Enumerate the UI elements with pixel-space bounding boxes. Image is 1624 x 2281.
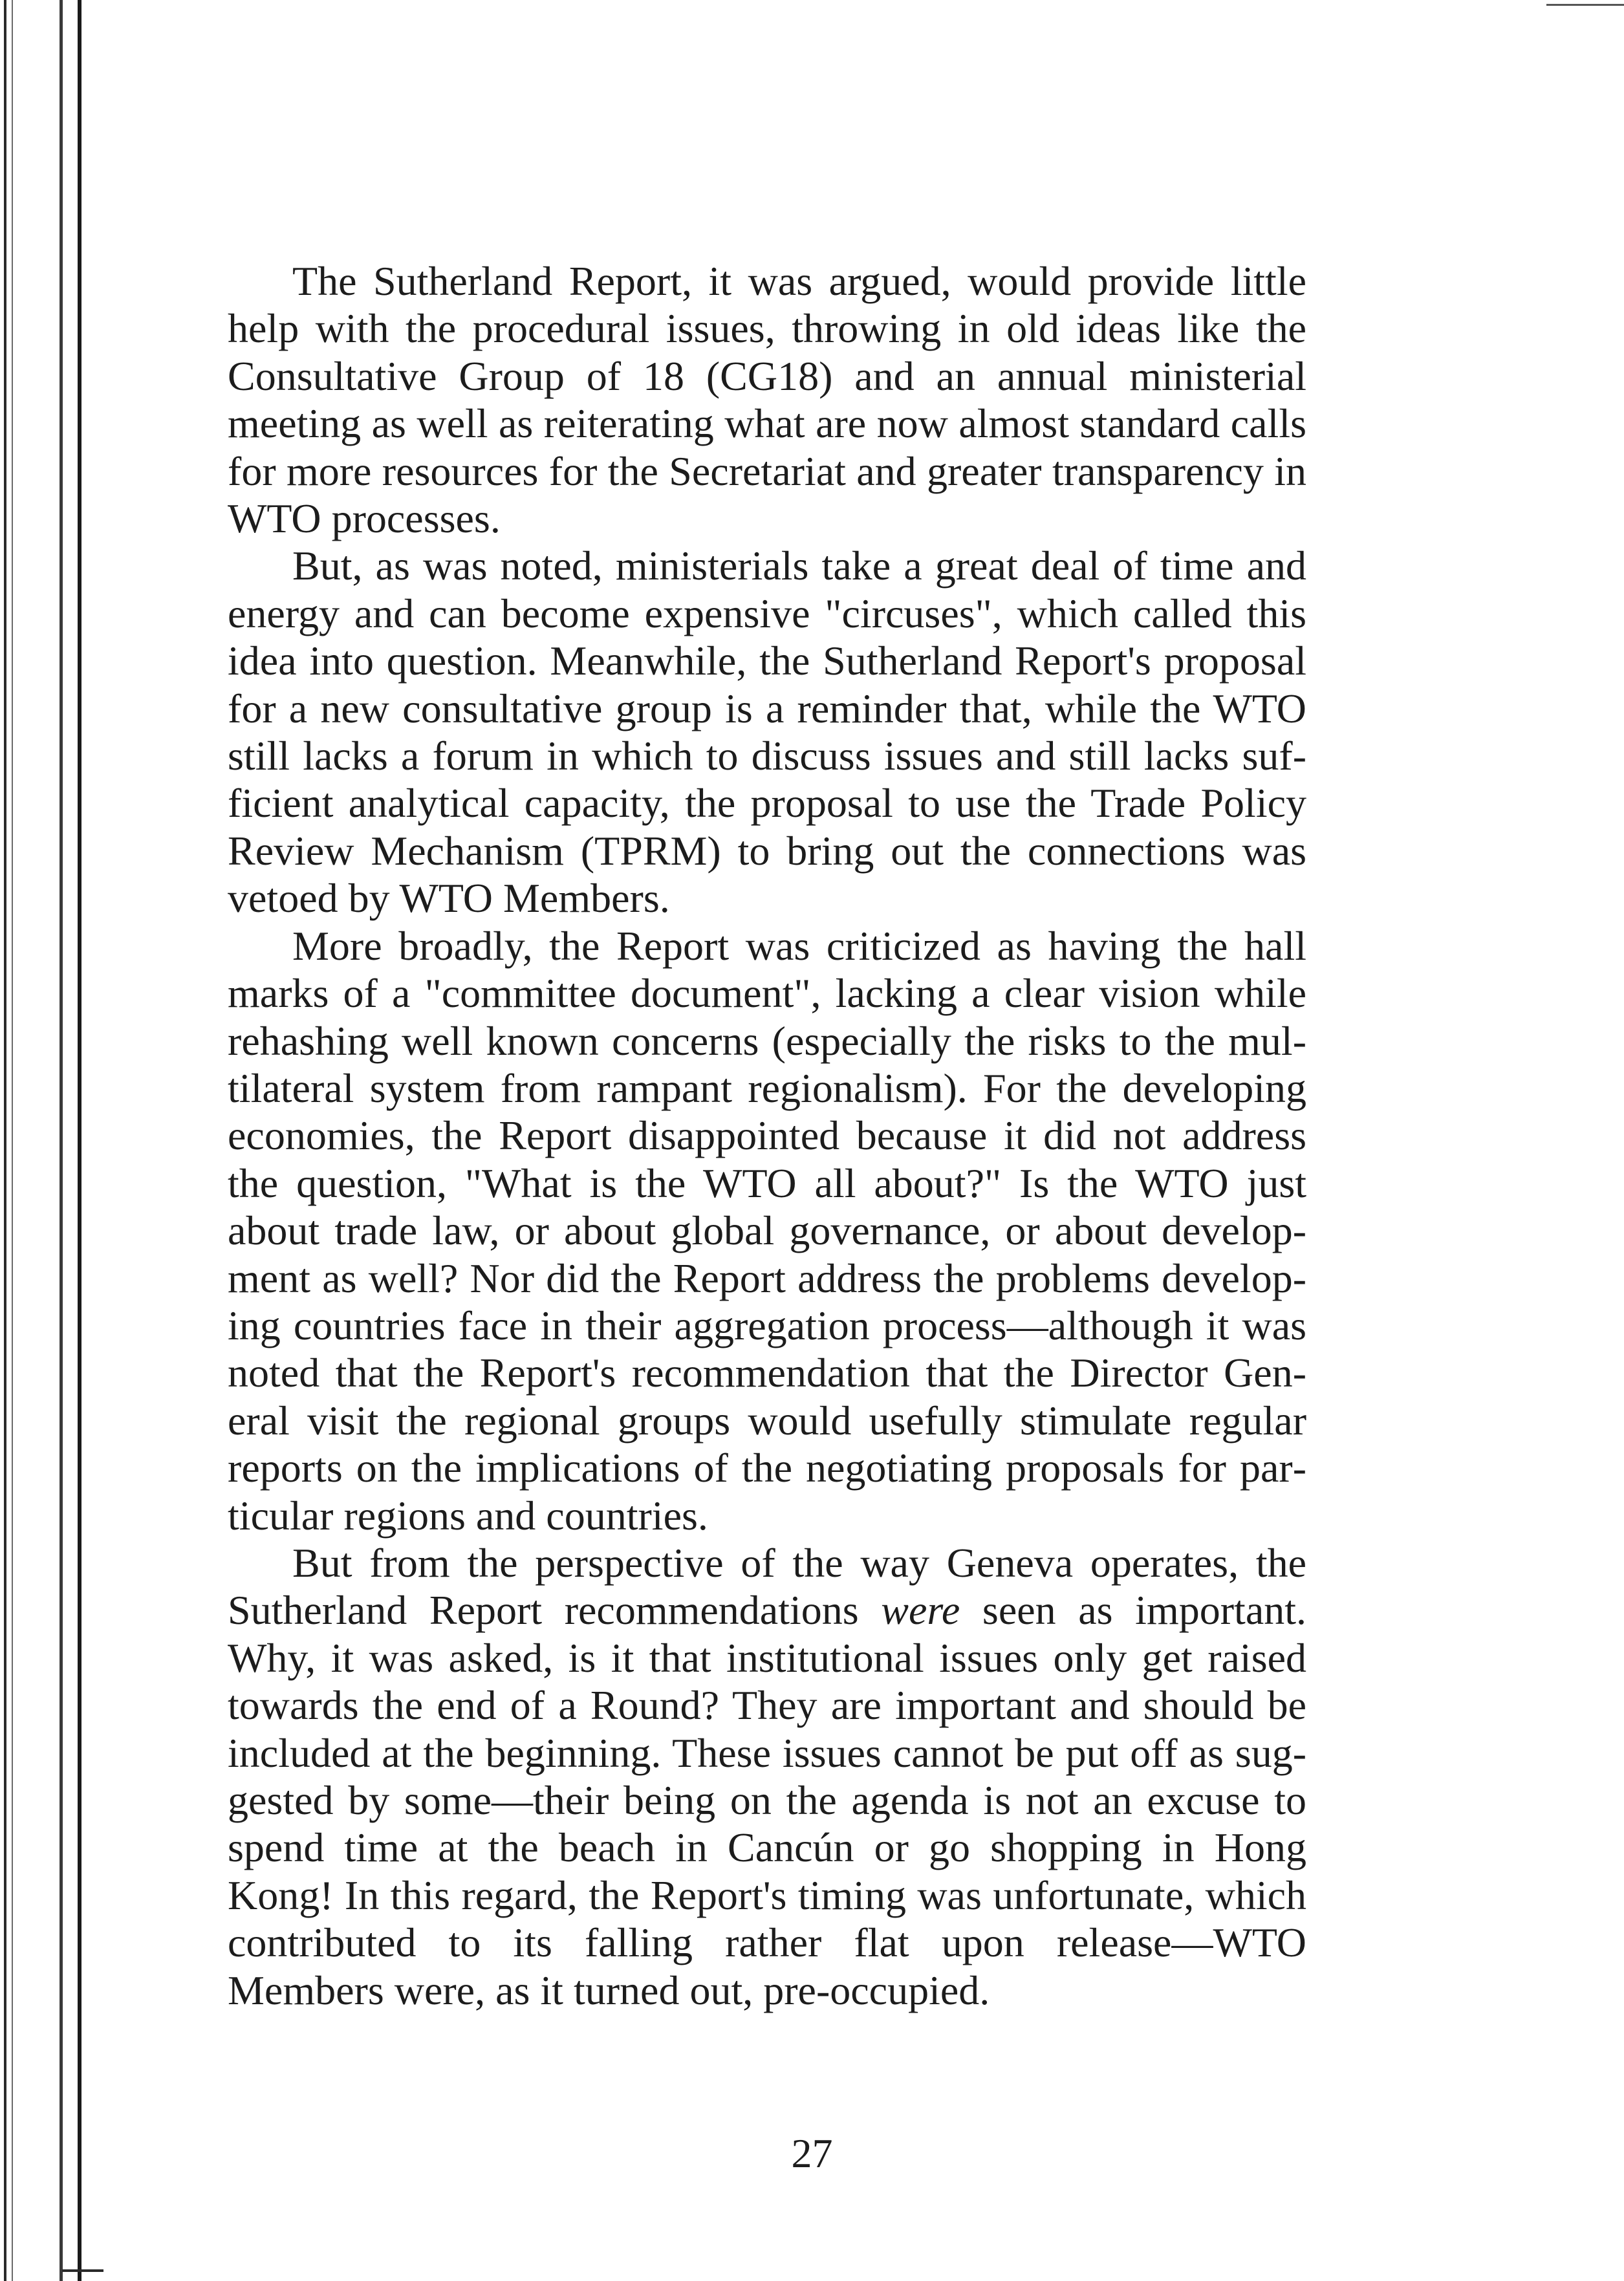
page-number: 27 <box>791 2130 833 2176</box>
paragraph-text: seen as important. Why, it was asked, is it that institutional issues only get raised towards the end of a Round? They are important and should be included at the beginning. These issues cannot be put off as suggested by some—their being on the agenda is not an excuse to spend time at the beach in Cancún or go shopping in Hong Kong! In this regard, the Report's timing was unfortunate, which contributed to its falling rather flat upon release—WTO Members were, as it turned out, pre-occupied. <box>228 1587 1306 2013</box>
paragraph <box>228 922 1306 1539</box>
binding-line <box>12 0 13 2281</box>
paragraph <box>228 257 1306 542</box>
emphasis-text: were <box>881 1587 960 1634</box>
paragraph-text: The Sutherland Report, it was argued, would provide little help with the procedural issues, throwing in old ideas like the Consultative Group of 18 (CG18) and an annual ministerial meeting as well as reiterating what are now almost standard calls for more resources for the Secretariat and greater transparency in WTO processes. <box>228 258 1306 542</box>
paragraph-text: But from the perspective of the way Geneva operates, the Sutherland Report recommendations <box>228 1539 1306 1634</box>
paragraph-text: But, as was noted, ministerials take a great deal of time and energy and can become expensive "circuses", which called this idea into question. Meanwhile, the Sutherland Report's proposal for a new consultative group is a reminder that, while the WTO still lacks a forum in which to discuss issues and still lacks sufficient analytical capacity, the proposal to use the Trade Policy Review Mechanism (TPRM) to bring out the connections was vetoed by WTO Members. <box>228 543 1306 922</box>
binding-line <box>60 0 63 2281</box>
body-text <box>228 257 1306 2014</box>
book-binding-edge <box>0 0 97 2281</box>
binding-line <box>78 0 81 2281</box>
binding-line <box>4 0 6 2281</box>
binding-corner <box>62 2269 103 2272</box>
paragraph <box>228 542 1306 922</box>
scan-edge-mark <box>1546 4 1624 6</box>
paragraph-text: More broadly, the Report was criticized as having the hall marks of a "committee document", lacking a clear vision while rehashing well known concerns (especially the risks to the multilateral system from rampant regionalism). For the developing economies, the Report disappointed because it did not address the question, "What is the WTO all about?" Is the WTO just about trade law, or about global governance, or about development as well? Nor did the Report address the problems developing countries face in their aggregation process—although it was noted that the Report's recommendation that the Director General visit the regional groups would usefully stimulate regular reports on the implications of the negotiating proposals for particular regions and countries. <box>228 922 1306 1539</box>
paragraph <box>228 1539 1306 2014</box>
